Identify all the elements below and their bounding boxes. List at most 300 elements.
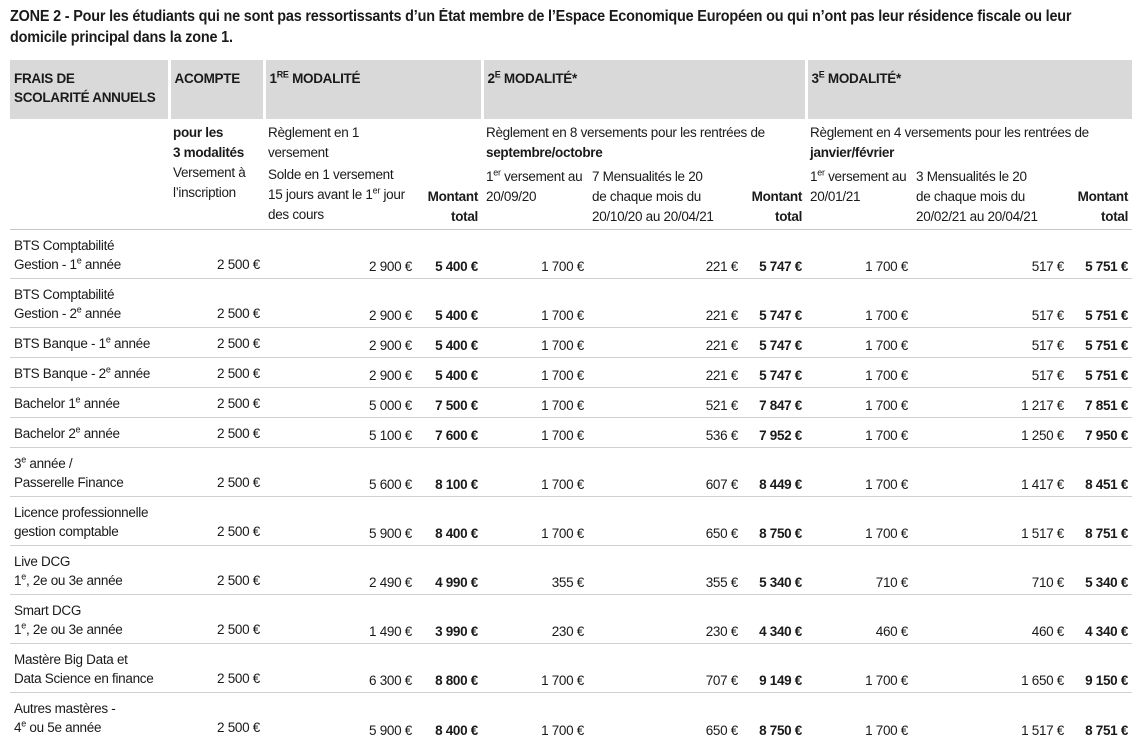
row-acompte — [169, 546, 264, 595]
row-acompte — [169, 388, 264, 418]
row-m1-solde — [264, 595, 416, 644]
header-mod3-sup: E — [818, 69, 825, 80]
m2a-value: 1 700 € — [541, 722, 585, 738]
row-m3-first — [806, 388, 912, 418]
row-m2-first — [482, 358, 588, 388]
table-row — [10, 328, 1132, 358]
subheader-empty — [10, 119, 169, 230]
row-m1-total — [416, 546, 482, 595]
header-mod3-label: MODALITÉ* — [824, 71, 901, 86]
row-label-l2s: e — [76, 304, 82, 315]
row-acompte — [169, 497, 264, 546]
m3b-value: 517 € — [1031, 338, 1065, 353]
t3-value: 5 751 € — [1085, 259, 1129, 274]
row-m2-total — [742, 230, 806, 279]
m1-value: 5 900 € — [369, 722, 412, 738]
montant-label: Montant — [427, 189, 479, 204]
t2-value: 5 340 € — [759, 575, 803, 590]
row-m3-first — [806, 644, 912, 693]
m2a-value: 1 700 € — [541, 428, 585, 443]
header-mod2-num: 2 — [487, 71, 495, 86]
row-m1-total — [416, 328, 482, 358]
row-m2-monthly — [588, 693, 742, 742]
row-m1-solde — [264, 279, 416, 328]
row-label-l1b: année — [110, 336, 151, 351]
row-label-l1a: Smart DCG — [14, 603, 82, 618]
row-label-l2a: Passerelle Finance — [14, 475, 124, 490]
row-m2-first — [482, 448, 588, 497]
t2-value: 8 750 € — [759, 722, 803, 738]
subheader-m2-first — [482, 163, 588, 229]
row-label-l1s: e — [105, 364, 111, 375]
m3b-value: 1 217 € — [1021, 398, 1065, 413]
row-m2-monthly — [588, 418, 742, 448]
row-label-l2s: e — [21, 571, 26, 582]
m1-value: 2 900 € — [369, 308, 412, 323]
subheader-m3 — [806, 119, 1132, 230]
m2b-value: 221 € — [705, 368, 739, 383]
row-acompte — [169, 595, 264, 644]
row-label — [10, 418, 169, 448]
row-label-l1s: e — [75, 394, 81, 405]
m1-value: 5 000 € — [369, 398, 412, 413]
header-mod1-label: MODALITÉ — [288, 71, 361, 86]
acompte-value: 2 500 € — [217, 475, 260, 490]
row-m3-monthly — [912, 644, 1068, 693]
row-m3-monthly — [912, 230, 1068, 279]
row-m1-total — [416, 230, 482, 279]
row-label-l1a: Live DCG — [14, 554, 71, 569]
m3a-value: 1 700 € — [865, 308, 909, 323]
row-label — [10, 595, 169, 644]
row-m1-total — [416, 448, 482, 497]
row-m3-first — [806, 448, 912, 497]
table-row — [10, 595, 1132, 644]
table-row — [10, 418, 1132, 448]
m2b-value: 607 € — [705, 477, 739, 492]
row-m2-first — [482, 595, 588, 644]
row-m2-monthly — [588, 595, 742, 644]
acompte-value: 2 500 € — [217, 306, 260, 321]
row-m2-total — [742, 279, 806, 328]
m1-value: 1 490 € — [369, 624, 412, 639]
row-m2-first — [482, 279, 588, 328]
m3b-value: 517 € — [1031, 308, 1065, 323]
row-label — [10, 497, 169, 546]
row-m1-total — [416, 279, 482, 328]
t2-value: 9 149 € — [759, 673, 803, 688]
subheader-m3-month-l2: de chaque mois du — [916, 189, 1026, 204]
row-m3-total — [1068, 358, 1132, 388]
row-m1-total — [416, 693, 482, 742]
subheader-m1-l3: des cours — [268, 207, 324, 222]
row-m2-total — [742, 595, 806, 644]
subheader-m3-first — [806, 163, 912, 229]
row-label-l1b: année — [110, 366, 151, 381]
row-label-l1s: e — [21, 454, 26, 465]
m3b-value: 710 € — [1031, 575, 1065, 590]
row-acompte — [169, 328, 264, 358]
row-m2-total — [742, 418, 806, 448]
header-modalite-3 — [806, 60, 1132, 119]
subheader-m1-l1: Solde en 1 versement — [268, 167, 394, 182]
row-m2-first — [482, 328, 588, 358]
row-m3-total — [1068, 693, 1132, 742]
t1-value: 5 400 € — [435, 338, 479, 353]
row-m1-total — [416, 497, 482, 546]
row-m3-total — [1068, 448, 1132, 497]
subheader-m3-first-b: versement au — [824, 169, 907, 184]
row-label-l1a: Licence professionnelle — [14, 505, 149, 520]
t2-value: 8 750 € — [759, 526, 803, 541]
row-m1-solde — [264, 546, 416, 595]
subheader-m2-month-l1: 7 Mensualités le 20 — [592, 169, 703, 184]
row-m1-solde — [264, 644, 416, 693]
acompte-value: 2 500 € — [217, 257, 260, 272]
t1-value: 7 500 € — [435, 398, 479, 413]
row-m2-total — [742, 358, 806, 388]
t3-value: 7 851 € — [1085, 398, 1129, 413]
row-m2-monthly — [588, 230, 742, 279]
subheader-m2-title: Règlement en 8 versements pour les rentrées de — [486, 125, 765, 140]
row-m2-total — [742, 693, 806, 742]
m3a-value: 1 700 € — [865, 368, 909, 383]
t3-value: 8 751 € — [1085, 722, 1129, 738]
t2-value: 8 449 € — [759, 477, 803, 492]
row-label-l1a: BTS Banque - 1 — [14, 336, 106, 351]
row-m3-total — [1068, 595, 1132, 644]
row-m3-total — [1068, 644, 1132, 693]
t1-value: 8 100 € — [435, 477, 479, 492]
m1-value: 5 100 € — [369, 428, 412, 443]
t1-value: 8 800 € — [435, 673, 479, 688]
subheader-acompte — [169, 119, 264, 230]
m3b-value: 460 € — [1031, 624, 1065, 639]
table-row — [10, 448, 1132, 497]
header-mod1-sup: RE — [276, 69, 289, 80]
m3b-value: 1 517 € — [1021, 722, 1065, 738]
row-acompte — [169, 358, 264, 388]
t3-value: 7 950 € — [1085, 428, 1129, 443]
row-m1-total — [416, 418, 482, 448]
subheader-m2-first-b: versement au — [500, 169, 583, 184]
m3b-value: 517 € — [1031, 368, 1065, 383]
m2a-value: 1 700 € — [541, 673, 585, 688]
subheader-m2-month-l2: de chaque mois du — [592, 189, 701, 204]
row-label-l2a: 1 — [14, 622, 22, 637]
row-label-l1b: année / — [25, 456, 73, 471]
row-m1-total — [416, 388, 482, 418]
header-mod3-num: 3 — [811, 71, 819, 86]
row-acompte — [169, 418, 264, 448]
t2-value: 5 747 € — [759, 338, 803, 353]
row-m1-total — [416, 644, 482, 693]
row-label — [10, 546, 169, 595]
row-m1-total — [416, 595, 482, 644]
table-row — [10, 546, 1132, 595]
row-label — [10, 644, 169, 693]
row-m3-first — [806, 595, 912, 644]
m3b-value: 1 517 € — [1021, 526, 1065, 541]
acompte-value: 2 500 € — [217, 366, 260, 381]
row-label-l2a: Gestion - 2 — [14, 306, 77, 321]
row-label-l1a: 3 — [14, 456, 22, 471]
row-label-l1a: BTS Comptabilité — [14, 238, 115, 253]
row-acompte — [169, 644, 264, 693]
row-m2-monthly — [588, 644, 742, 693]
subheader-m1 — [264, 119, 416, 230]
m1-value: 5 900 € — [369, 526, 412, 541]
m2a-value: 230 € — [551, 624, 585, 639]
row-label-l1s: e — [105, 334, 111, 345]
row-m1-total — [416, 358, 482, 388]
subheader-m1-l2b: jour — [380, 187, 405, 202]
row-label-l2a: Gestion - 1 — [14, 257, 77, 272]
row-label-l1a: Bachelor 2 — [14, 426, 76, 441]
t1-value: 7 600 € — [435, 428, 479, 443]
row-label — [10, 388, 169, 418]
t3-value: 9 150 € — [1085, 673, 1129, 688]
row-m3-first — [806, 358, 912, 388]
row-m3-monthly — [912, 388, 1068, 418]
header-mod1-num: 1 — [269, 71, 277, 86]
t2-value: 4 340 € — [759, 624, 803, 639]
subheader-acompte-bold1: pour les — [173, 125, 224, 140]
row-m3-first — [806, 230, 912, 279]
subheader-m3-first-a: 1 — [810, 169, 818, 184]
row-label — [10, 358, 169, 388]
subheader-acompte-l1: Versement à — [173, 165, 246, 180]
row-label-l2b: année — [81, 257, 121, 272]
m3a-value: 710 € — [875, 575, 909, 590]
subheader-m3-montant — [1068, 163, 1132, 229]
m3b-value: 1 417 € — [1021, 477, 1065, 492]
total-label: total — [1101, 209, 1129, 224]
acompte-value: 2 500 € — [217, 396, 260, 411]
table-row — [10, 358, 1132, 388]
t1-value: 4 990 € — [435, 575, 479, 590]
m2a-value: 1 700 € — [541, 526, 585, 541]
row-m2-first — [482, 418, 588, 448]
t3-value: 5 340 € — [1085, 575, 1129, 590]
subheader-acompte-l2: l’inscription — [173, 185, 236, 200]
row-m2-total — [742, 328, 806, 358]
t1-value: 3 990 € — [435, 624, 479, 639]
row-m1-solde — [264, 418, 416, 448]
m2b-value: 521 € — [705, 398, 739, 413]
acompte-value: 2 500 € — [217, 524, 260, 539]
m3b-value: 1 650 € — [1021, 673, 1065, 688]
row-m3-first — [806, 693, 912, 742]
row-label — [10, 448, 169, 497]
m3a-value: 1 700 € — [865, 722, 909, 738]
subheader-m3-month-l1: 3 Mensualités le 20 — [916, 169, 1027, 184]
table-subheader-row — [10, 119, 1132, 230]
table-row — [10, 497, 1132, 546]
t1-value: 5 400 € — [435, 368, 479, 383]
row-m2-total — [742, 644, 806, 693]
row-m3-monthly — [912, 418, 1068, 448]
table-body — [10, 230, 1132, 742]
row-m2-first — [482, 546, 588, 595]
subheader-m2-first-a: 1 — [486, 169, 494, 184]
m1-value: 6 300 € — [369, 673, 412, 688]
subheader-m3-first-date: 20/01/21 — [810, 189, 861, 204]
row-m2-monthly — [588, 497, 742, 546]
row-m3-monthly — [912, 328, 1068, 358]
montant-label: Montant — [751, 189, 803, 204]
m2b-value: 650 € — [705, 526, 739, 541]
row-label-l2b: année — [81, 306, 121, 321]
total-label: total — [775, 209, 803, 224]
subheader-m1-montant — [416, 119, 482, 230]
m2a-value: 355 € — [551, 575, 585, 590]
m2a-value: 1 700 € — [541, 259, 585, 274]
row-m2-total — [742, 497, 806, 546]
t3-value: 5 751 € — [1085, 338, 1129, 353]
row-m3-first — [806, 418, 912, 448]
t2-value: 5 747 € — [759, 368, 803, 383]
table-row — [10, 644, 1132, 693]
t2-value: 5 747 € — [759, 308, 803, 323]
t3-value: 4 340 € — [1085, 624, 1129, 639]
row-m3-total — [1068, 388, 1132, 418]
m2b-value: 221 € — [705, 259, 739, 274]
row-label-l2a: 1 — [14, 573, 22, 588]
m3b-value: 1 250 € — [1021, 428, 1065, 443]
table-row — [10, 279, 1132, 328]
row-m1-solde — [264, 388, 416, 418]
m2b-value: 355 € — [705, 575, 739, 590]
row-label-l1b: année — [80, 396, 120, 411]
m2a-value: 1 700 € — [541, 477, 585, 492]
subheader-m2-title-bold: septembre/octobre — [486, 145, 603, 160]
row-m3-monthly — [912, 358, 1068, 388]
row-label — [10, 230, 169, 279]
acompte-value: 2 500 € — [217, 720, 260, 735]
acompte-value: 2 500 € — [217, 426, 260, 441]
header-mod2-sup: E — [494, 69, 501, 80]
m3a-value: 460 € — [875, 624, 909, 639]
m1-value: 5 600 € — [369, 477, 412, 492]
row-label-l1a: BTS Banque - 2 — [14, 366, 106, 381]
t1-value: 5 400 € — [435, 308, 479, 323]
subheader-m1-l2sup: er — [372, 185, 381, 196]
m1-value: 2 900 € — [369, 338, 412, 353]
row-m2-total — [742, 546, 806, 595]
header-mod2-label: MODALITÉ* — [500, 71, 577, 86]
header-acompte: ACOMPTE — [169, 60, 264, 119]
header-frais — [10, 60, 169, 119]
row-m2-first — [482, 388, 588, 418]
m3b-value: 517 € — [1031, 259, 1065, 274]
m2b-value: 536 € — [705, 428, 739, 443]
subheader-m2-month-l3: 20/10/20 au 20/04/21 — [592, 209, 714, 224]
header-frais-line1: FRAIS DE — [14, 71, 75, 86]
m3a-value: 1 700 € — [865, 673, 909, 688]
m2b-value: 230 € — [705, 624, 739, 639]
row-m2-monthly — [588, 546, 742, 595]
t1-value: 8 400 € — [435, 722, 479, 738]
subheader-m3-first-sup: er — [817, 167, 825, 178]
t2-value: 7 847 € — [759, 398, 803, 413]
subheader-m2-montant — [742, 163, 806, 229]
row-m3-first — [806, 546, 912, 595]
row-label-l1a: Autres mastères - — [14, 701, 116, 716]
row-label-l2b: ou 5e année — [25, 720, 102, 735]
m2a-value: 1 700 € — [541, 368, 585, 383]
acompte-value: 2 500 € — [217, 336, 260, 351]
row-m3-first — [806, 328, 912, 358]
acompte-value: 2 500 € — [217, 671, 260, 686]
row-label-l1a: BTS Comptabilité — [14, 287, 115, 302]
montant-label: Montant — [1077, 189, 1129, 204]
t3-value: 5 751 € — [1085, 308, 1129, 323]
t3-value: 8 751 € — [1085, 526, 1129, 541]
row-m2-total — [742, 448, 806, 497]
page-title: ZONE 2 - Pour les étudiants qui ne sont pas ressortissants d’un État membre de l’Espace Economique Européen ou qui n’ont pas leur résidence fiscale ou leur domicile principal dans la zone 1. — [10, 8, 1072, 46]
m3a-value: 1 700 € — [865, 526, 909, 541]
row-m3-monthly — [912, 546, 1068, 595]
m2a-value: 1 700 € — [541, 338, 585, 353]
row-m3-monthly — [912, 448, 1068, 497]
row-acompte — [169, 693, 264, 742]
header-modalite-1 — [264, 60, 482, 119]
row-m2-monthly — [588, 448, 742, 497]
subheader-m2-first-date: 20/09/20 — [486, 189, 537, 204]
row-m3-monthly — [912, 279, 1068, 328]
row-m3-first — [806, 279, 912, 328]
t1-value: 8 400 € — [435, 526, 479, 541]
subheader-m2-month — [588, 163, 742, 229]
row-m3-total — [1068, 418, 1132, 448]
row-m1-solde — [264, 358, 416, 388]
table-row — [10, 388, 1132, 418]
t2-value: 5 747 € — [759, 259, 803, 274]
row-m3-monthly — [912, 497, 1068, 546]
row-m2-monthly — [588, 279, 742, 328]
row-m1-solde — [264, 230, 416, 279]
row-m3-total — [1068, 279, 1132, 328]
row-m3-total — [1068, 497, 1132, 546]
header-modalite-2 — [482, 60, 806, 119]
row-label-l1s: e — [75, 424, 81, 435]
row-label-l2b: , 2e ou 3e année — [25, 622, 123, 637]
row-acompte — [169, 448, 264, 497]
row-label-l2s: e — [21, 620, 26, 631]
m3a-value: 1 700 € — [865, 338, 909, 353]
subheader-m3-title-bold: janvier/février — [810, 145, 895, 160]
subheader-m3-month-l3: 20/02/21 au 20/04/21 — [916, 209, 1038, 224]
m3a-value: 1 700 € — [865, 398, 909, 413]
row-m2-monthly — [588, 388, 742, 418]
row-label-l2a: gestion comptable — [14, 524, 119, 539]
subheader-m3-title: Règlement en 4 versements pour les rentrées de — [810, 125, 1089, 140]
subheader-m1-title: Règlement en 1 versement — [268, 125, 360, 160]
t3-value: 5 751 € — [1085, 368, 1129, 383]
row-label-l1a: Bachelor 1 — [14, 396, 76, 411]
row-m1-solde — [264, 448, 416, 497]
m1-value: 2 900 € — [369, 368, 412, 383]
row-m3-monthly — [912, 693, 1068, 742]
row-label-l2a: Data Science en finance — [14, 671, 154, 686]
row-m1-solde — [264, 328, 416, 358]
m2b-value: 650 € — [705, 722, 739, 738]
m3a-value: 1 700 € — [865, 477, 909, 492]
subheader-m2 — [482, 119, 806, 230]
row-label — [10, 328, 169, 358]
t3-value: 8 451 € — [1085, 477, 1129, 492]
